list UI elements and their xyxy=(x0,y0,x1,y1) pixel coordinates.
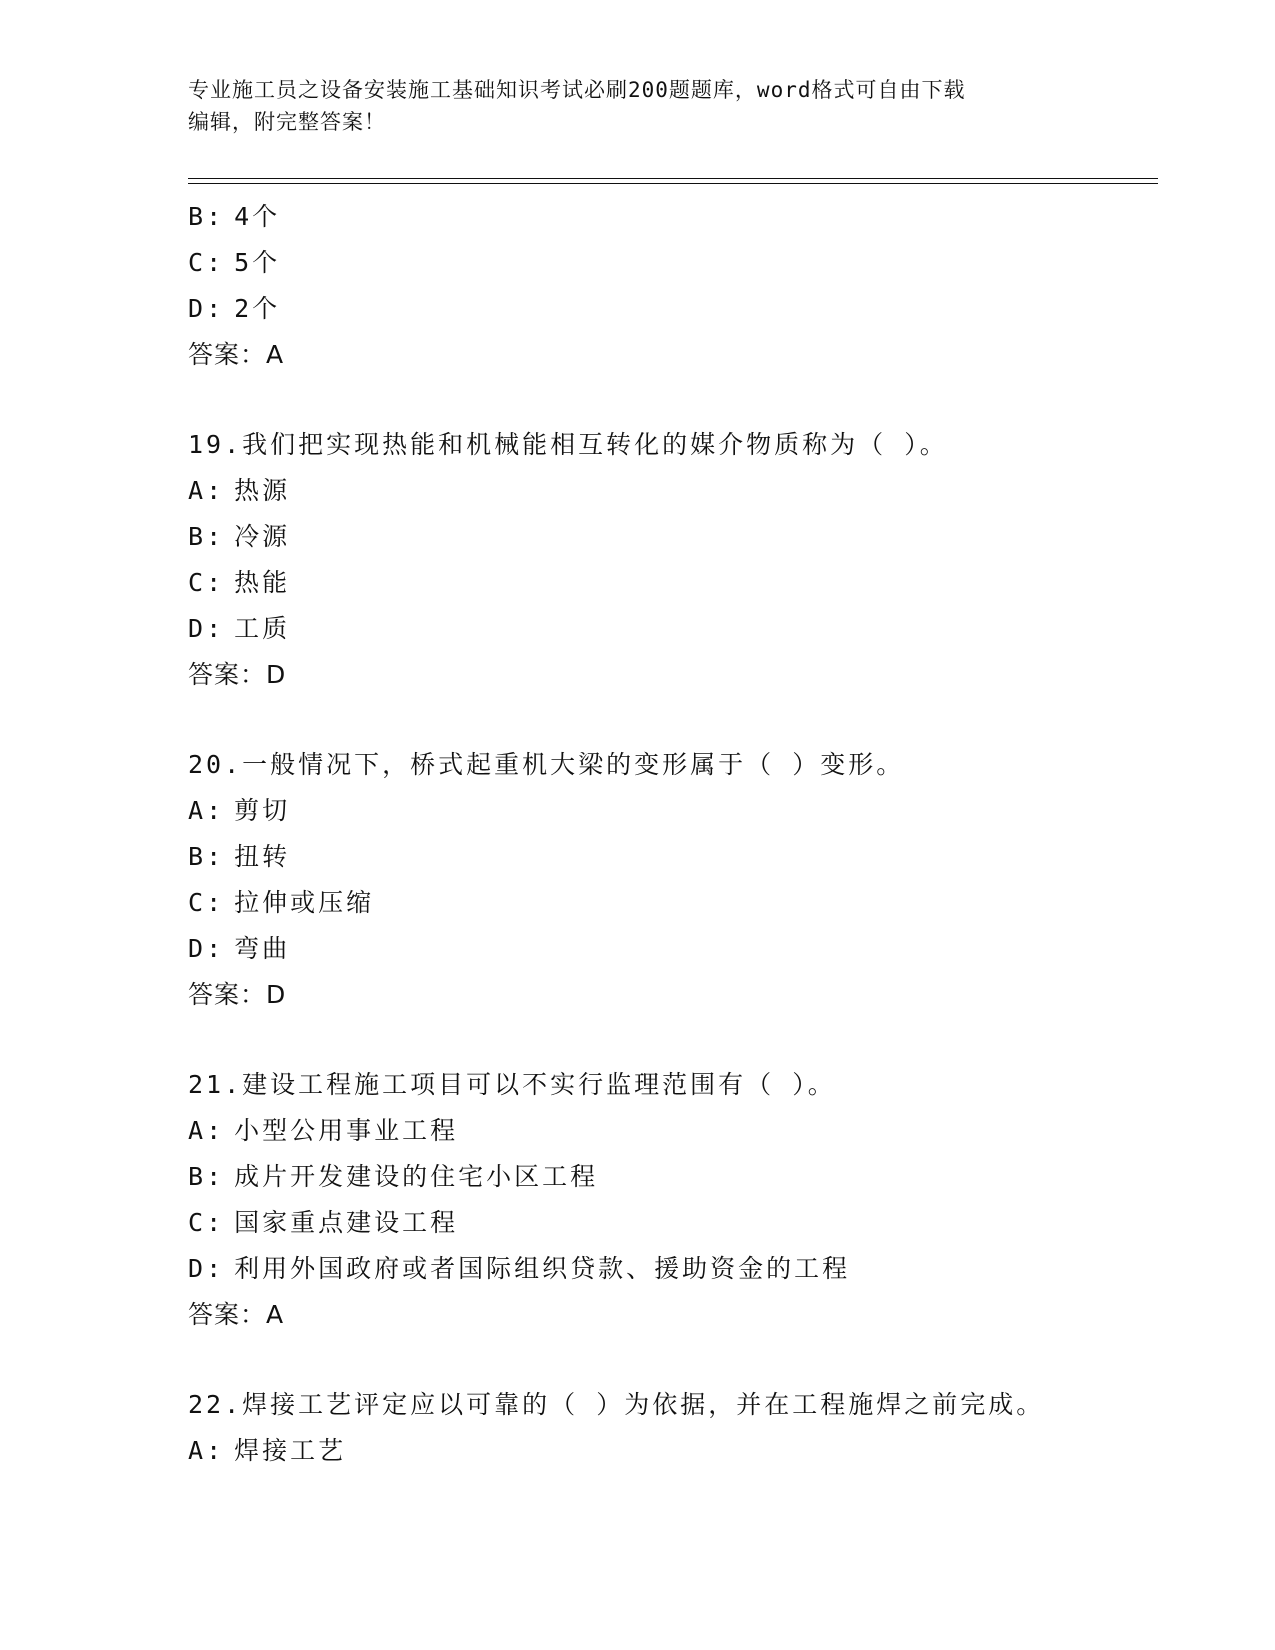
option-b: B: 扭转 xyxy=(188,842,291,871)
question-22 xyxy=(188,1382,1148,1474)
question-stem: 20.一般情况下，桥式起重机大梁的变形属于（ ）变形。 xyxy=(188,750,905,779)
option-a: A: 小型公用事业工程 xyxy=(188,1116,459,1145)
document-header xyxy=(188,74,1088,138)
option-c: C: 国家重点建设工程 xyxy=(188,1208,459,1237)
option-d: D: 工质 xyxy=(188,614,291,643)
option-a: A: 热源 xyxy=(188,476,291,505)
answer-line: 答案：A xyxy=(188,340,285,369)
header-title-line-1: 专业施工员之设备安装施工基础知识考试必刷200题题库，word格式可自由下载 xyxy=(188,78,966,102)
question-continued xyxy=(188,194,1148,378)
header-divider-bottom xyxy=(188,183,1158,184)
option-c: C: 热能 xyxy=(188,568,291,597)
option-a: A: 焊接工艺 xyxy=(188,1436,347,1465)
option-b: B: 成片开发建设的住宅小区工程 xyxy=(188,1162,599,1191)
header-divider-top xyxy=(188,178,1158,179)
answer-line: 答案：D xyxy=(188,660,287,689)
answer-line: 答案：A xyxy=(188,1300,285,1329)
question-21 xyxy=(188,1062,1148,1338)
option-c: C: 5个 xyxy=(188,248,281,277)
question-20 xyxy=(188,742,1148,1018)
option-d: D: 2个 xyxy=(188,294,281,323)
question-list xyxy=(188,194,1148,1474)
option-b: B: 冷源 xyxy=(188,522,291,551)
option-b: B: 4个 xyxy=(188,202,281,231)
question-stem: 19.我们把实现热能和机械能相互转化的媒介物质称为（ ）。 xyxy=(188,430,948,459)
answer-line: 答案：D xyxy=(188,980,287,1009)
option-d: D: 弯曲 xyxy=(188,934,291,963)
option-c: C: 拉伸或压缩 xyxy=(188,888,375,917)
question-stem: 21.建设工程施工项目可以不实行监理范围有（ ）。 xyxy=(188,1070,836,1099)
option-d: D: 利用外国政府或者国际组织贷款、援助资金的工程 xyxy=(188,1254,851,1283)
header-title-line-2: 编辑，附完整答案！ xyxy=(188,110,386,134)
question-19 xyxy=(188,422,1148,698)
question-stem: 22.焊接工艺评定应以可靠的（ ）为依据，并在工程施焊之前完成。 xyxy=(188,1390,1045,1419)
option-a: A: 剪切 xyxy=(188,796,291,825)
